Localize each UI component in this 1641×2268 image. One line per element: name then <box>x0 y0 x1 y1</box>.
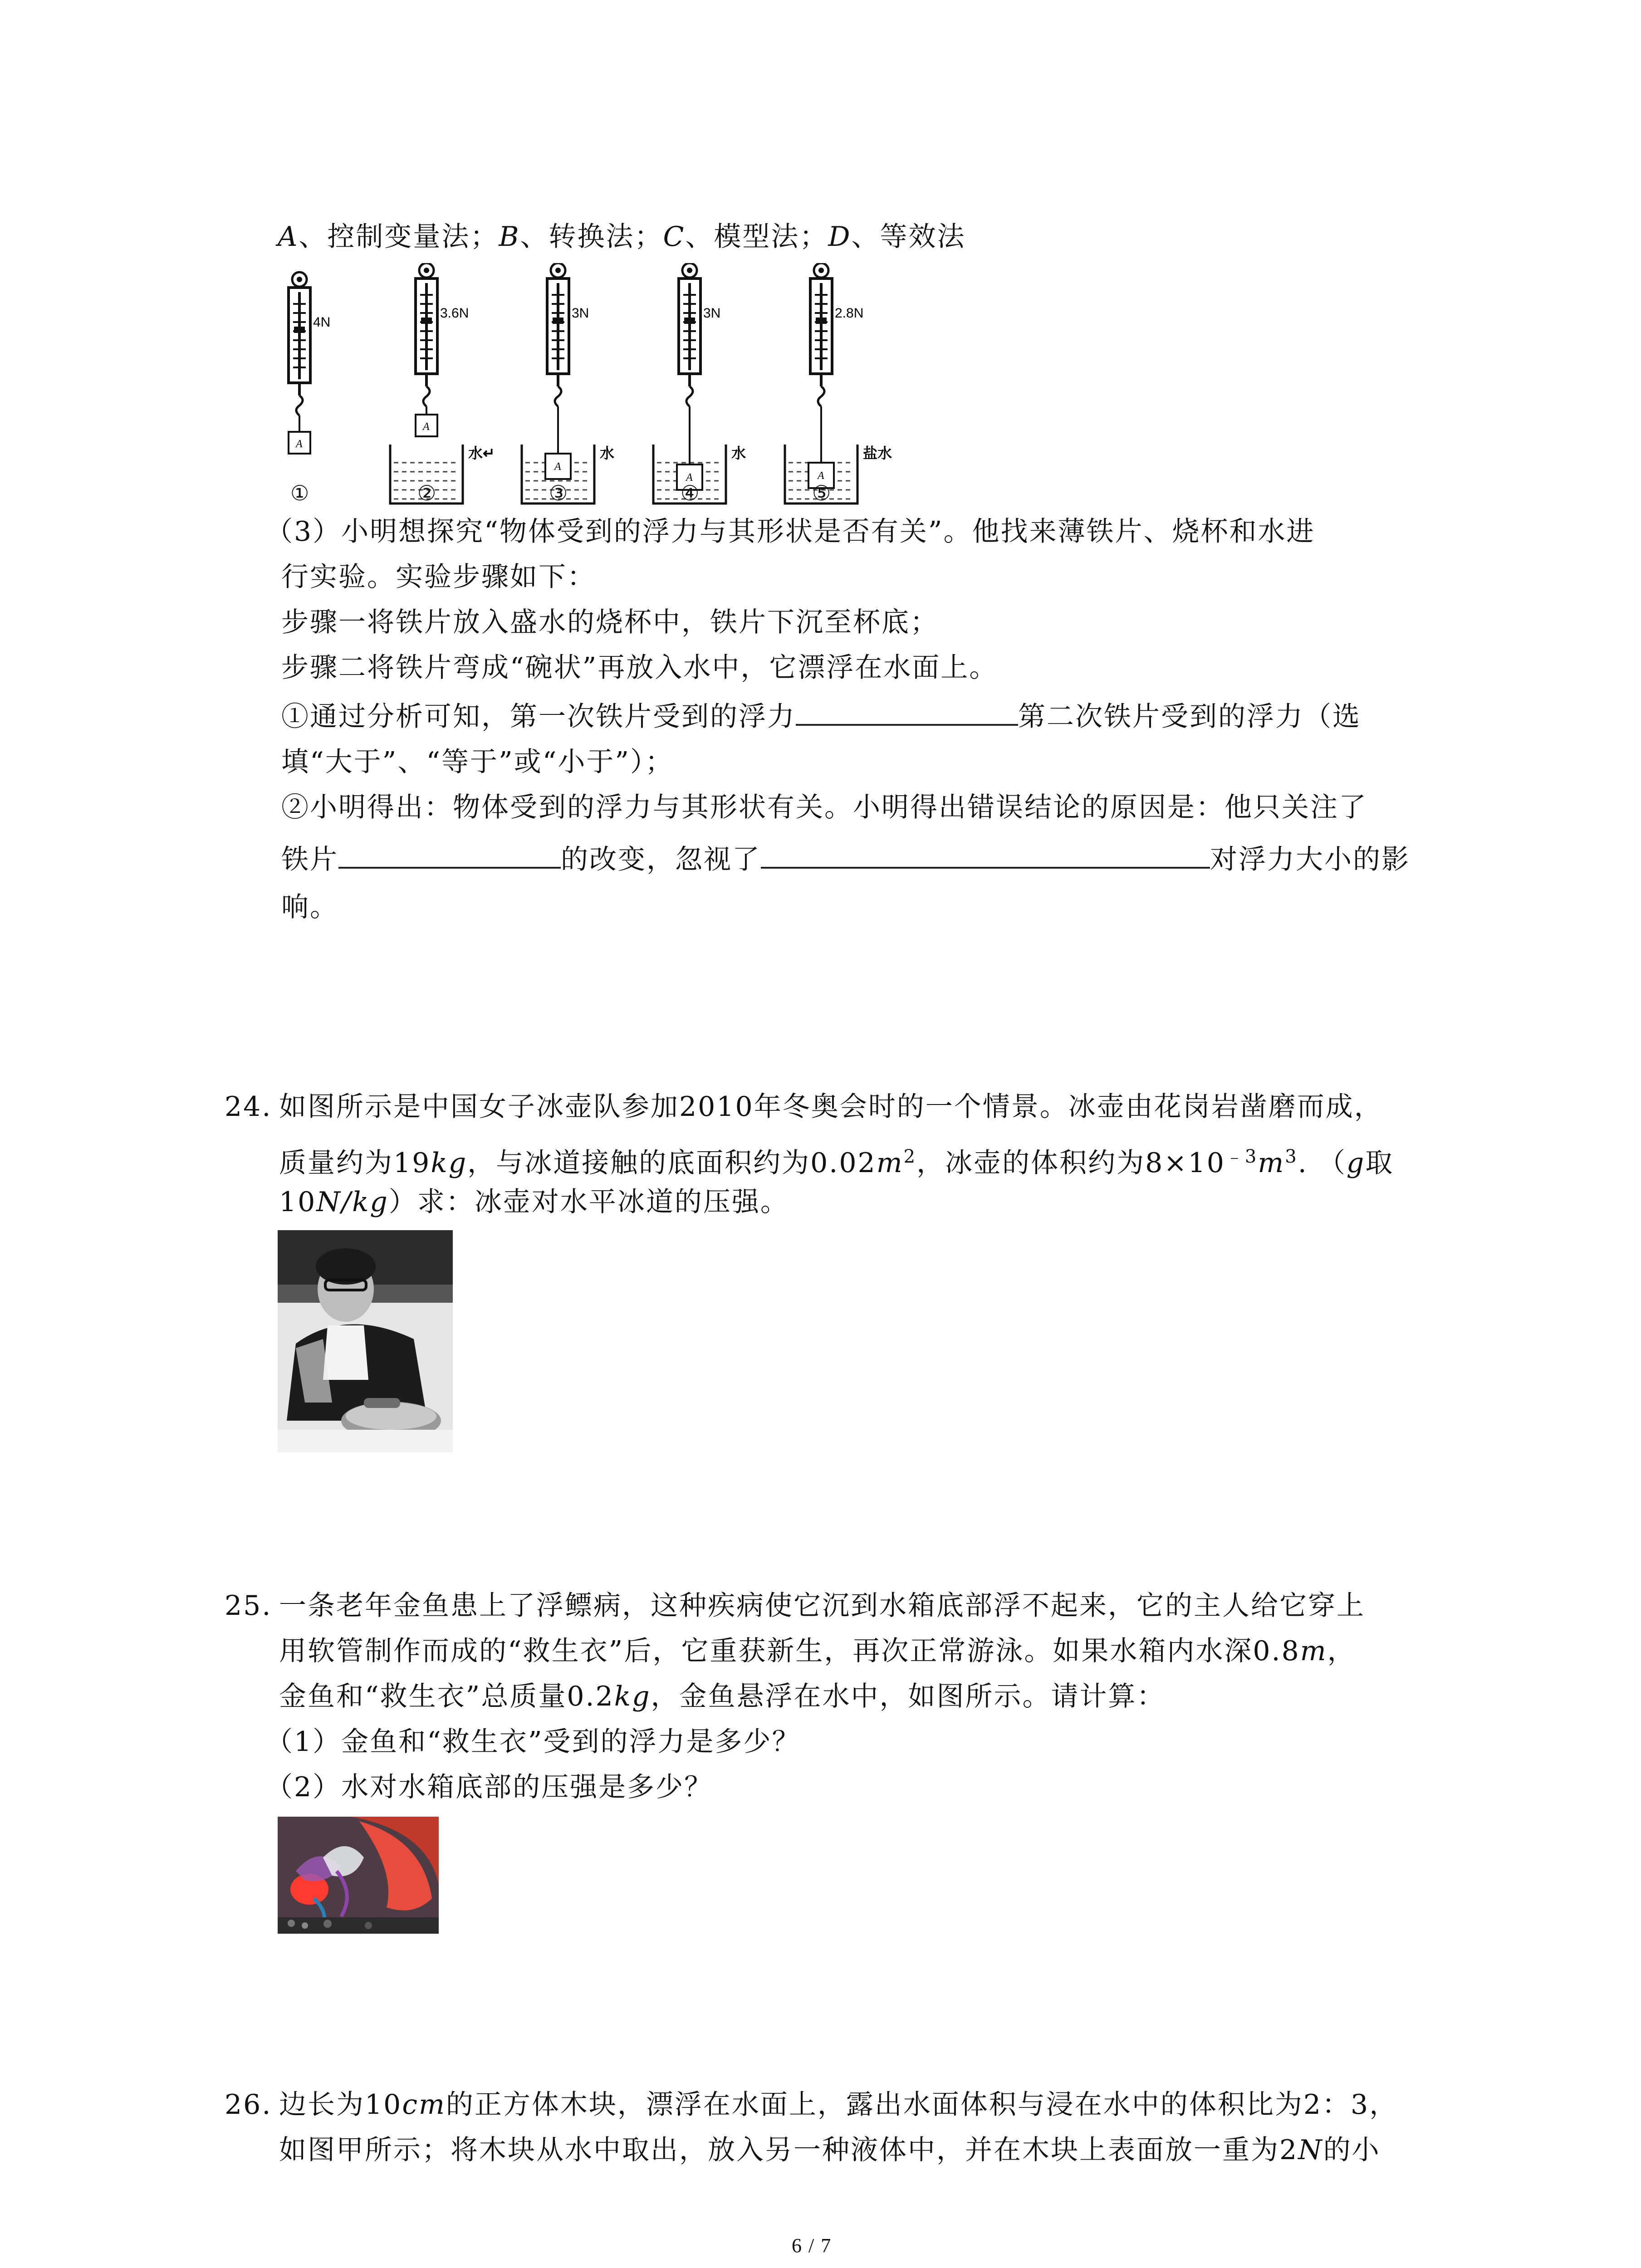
svg-text:A: A <box>686 472 693 484</box>
question-24-line3: 10N/kg）求：冰壶对水平冰道的压强。 <box>279 1186 789 1218</box>
figure-label-2: ② <box>417 481 436 505</box>
methods-line: A、控制变量法；B、转换法；C、模型法；D、等效法 <box>278 221 966 253</box>
svg-text:A: A <box>818 470 824 482</box>
part3-line2: 行实验。实验步骤如下： <box>281 561 596 593</box>
liquid-label-3: 水 <box>600 445 615 461</box>
subquestion-1-line2: 填“大于”、“等于”或“小于”）； <box>281 746 674 778</box>
question-26-line2: 如图甲所示；将木块从水中取出，放入另一种液体中，并在木块上表面放一重为2N的小 <box>279 2134 1381 2166</box>
reading-4: 3N <box>703 306 721 321</box>
figure-label-3: ③ <box>549 481 568 505</box>
reading-5: 2.8N <box>835 306 864 321</box>
answer-blank-2[interactable] <box>338 839 561 869</box>
svg-text:A: A <box>554 461 561 473</box>
spring-scale-figure <box>272 263 926 517</box>
figure-label-5: ⑤ <box>812 481 831 505</box>
question-number: 25. <box>225 1590 272 1622</box>
svg-text:A: A <box>296 438 303 450</box>
subquestion-1: ①通过分析可知，第一次铁片受到的浮力 第二次铁片受到的浮力（选 <box>281 694 1361 739</box>
curling-photo <box>278 1230 453 1452</box>
question-number: 26. <box>225 2089 272 2121</box>
subquestion-2-line2: 铁片 的改变，忽视了 对浮力大小的影 <box>281 837 1410 882</box>
liquid-label-2: 水↵ <box>468 445 495 461</box>
answer-blank-3[interactable] <box>761 839 1210 869</box>
question-25-line3: 金鱼和“救生衣”总质量0.2kg，金鱼悬浮在水中，如图所示。请计算： <box>279 1681 1166 1712</box>
question-25-sub1: （1）金鱼和“救生衣”受到的浮力是多少？ <box>265 1726 801 1758</box>
question-25-line2: 用软管制作而成的“救生衣”后，它重获新生，再次正常游泳。如果水箱内水深0.8m， <box>279 1635 1356 1667</box>
question-24-line1: 24. 如图所示是中国女子冰壶队参加2010年冬奥会时的一个情景。冰壶由花岗岩凿磨而成， <box>225 1084 1383 1129</box>
step-two: 步骤二将铁片弯成“碗状”再放入水中，它漂浮在水面上。 <box>281 652 998 684</box>
step-one: 步骤一将铁片放入盛水的烧杯中，铁片下沉至杯底； <box>281 606 939 638</box>
goldfish-photo <box>278 1817 439 1934</box>
question-number: 24. <box>225 1091 272 1123</box>
question-24-line2: 质量约为19kg，与冰道接触的底面积约为$0.02m^2$，冰壶的体积约为$8\times 10^{﹣3}m^3$. （g取 <box>279 1146 1394 1179</box>
question-25-line1: 25. 一条老年金鱼患上了浮鳔病，这种疾病使它沉到水箱底部浮不起来，它的主人给它穿上 <box>225 1583 1365 1628</box>
reading-1: 4N <box>313 315 331 330</box>
reading-2: 3.6N <box>440 306 469 321</box>
liquid-label-5: 盐水 <box>863 445 892 461</box>
part3-line1: （3）小明想探究“物体受到的浮力与其形状是否有关”。他找来薄铁片、烧杯和水进 <box>265 516 1315 547</box>
answer-blank-1[interactable] <box>796 696 1018 726</box>
liquid-label-4: 水 <box>731 445 746 461</box>
svg-text:A: A <box>423 421 430 433</box>
question-25-sub2: （2）水对水箱底部的压强是多少？ <box>265 1771 713 1803</box>
reading-3: 3N <box>572 306 589 321</box>
figure-label-4: ④ <box>681 481 700 505</box>
question-26-line1: 26. 边长为10cm的正方体木块，漂浮在水面上，露出水面体积与浸在水中的体积比为2：3， <box>225 2082 1398 2127</box>
subquestion-2-line1: ②小明得出：物体受到的浮力与其形状有关。小明得出错误结论的原因是：他只关注了 <box>281 792 1367 823</box>
page-number: 6 / 7 <box>792 2234 832 2257</box>
subquestion-2-line3: 响。 <box>281 891 338 923</box>
figure-label-1: ① <box>290 481 309 505</box>
